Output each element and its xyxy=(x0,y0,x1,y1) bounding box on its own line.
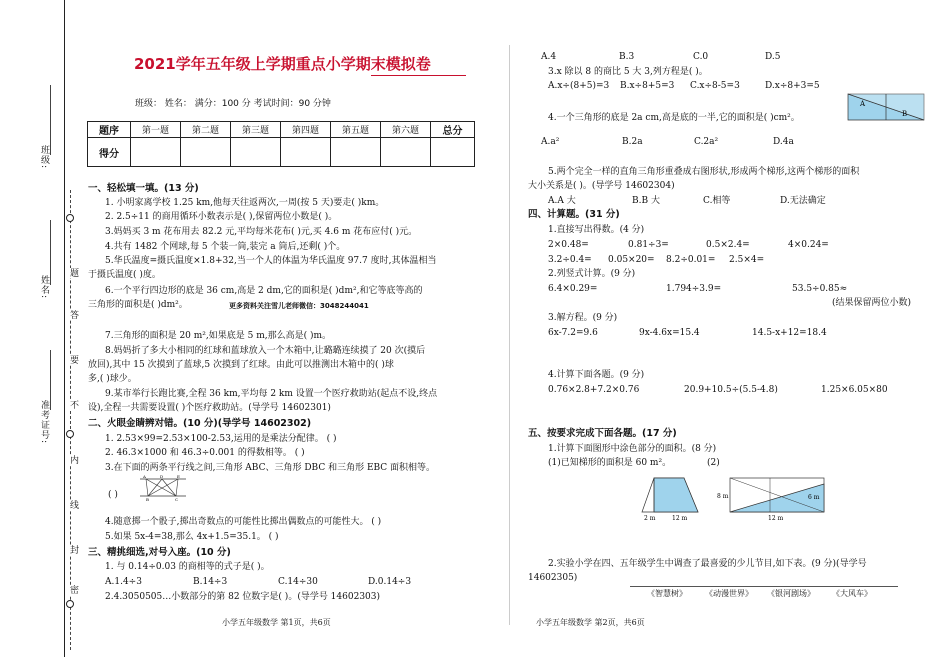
promo-note: 更多资料关注雪儿老师微信：3048244041 xyxy=(229,302,369,310)
option: A.1.4÷3 xyxy=(105,577,142,587)
question: 2.实验小学在四、五年级学生中调查了最喜爱的少儿节目,如下表。(9 分)(导学号 xyxy=(548,559,867,569)
question: 2.列竖式计算。(9 分) xyxy=(548,269,636,279)
question: 14602305) xyxy=(528,573,578,583)
question: 3.x 除以 8 的商比 5 大 3,列方程是( )。 xyxy=(548,67,708,77)
option: C.14÷30 xyxy=(278,577,318,587)
region-label: A xyxy=(860,100,866,108)
dim-label: 12 m xyxy=(768,515,784,522)
calc-item: 2×0.48= xyxy=(548,240,589,250)
score-cell: 第一题 xyxy=(131,122,181,138)
section-title: 一、轻松填一填。(13 分) xyxy=(88,183,199,194)
question: 1. 小明家离学校 1.25 km,他每天往返两次,一周(按 5 天)要走( )km。 xyxy=(105,198,385,208)
calc-item: 9x-4.6x=15.4 xyxy=(639,328,700,338)
score-input-cell[interactable] xyxy=(131,138,181,167)
section-title: 四、计算题。(31 分) xyxy=(528,209,620,220)
ticket-label: 准考证号: xyxy=(39,400,49,445)
seal-circle xyxy=(66,214,74,222)
section-title: 三、精挑细选,对号入座。(10 分) xyxy=(88,547,231,558)
point-label: A xyxy=(143,474,146,479)
score-cell: 第四题 xyxy=(281,122,331,138)
name-label: 姓名: xyxy=(39,275,49,300)
calc-item: 4×0.24= xyxy=(788,240,829,250)
tri-edge xyxy=(146,479,176,496)
seal-char: 答 xyxy=(68,310,78,320)
score-cell: 第三题 xyxy=(231,122,281,138)
calc-item: 0.05×20= xyxy=(608,255,655,265)
question: 多,( )球少。 xyxy=(88,374,137,384)
survey-table-header: 《银河剧场》 xyxy=(767,589,815,598)
calc-item: 53.5÷0.85≈ xyxy=(792,284,848,294)
option: C.x÷8-5=3 xyxy=(690,81,740,91)
title-underline xyxy=(371,75,466,76)
question: 3.在下面的两条平行线之间,三角形 ABC、三角形 DBC 和三角形 EBC 面积相等。 xyxy=(105,463,436,473)
dim-label: 6 m xyxy=(808,494,820,501)
calc-item: 14.5-x+12=18.4 xyxy=(752,328,827,338)
calc-item: 6x-7.2=9.6 xyxy=(548,328,598,338)
question: 4.一个三角形的底是 2a cm,高是底的一半,它的面积是( )cm²。 xyxy=(548,113,800,123)
option: D.4a xyxy=(773,137,794,147)
exam-info: 班级： 姓名： 满分：100 分 考试时间：90 分钟 xyxy=(135,99,331,109)
calc-note: (结果保留两位小数) xyxy=(832,298,912,308)
dim-label: 2 m xyxy=(644,515,656,522)
question: 6.一个平行四边形的底是 36 cm,高是 2 dm,它的面积是( )dm²,和它等底等高的 xyxy=(105,286,423,296)
score-cell: 得分 xyxy=(88,138,131,167)
score-cell: 题序 xyxy=(88,122,131,138)
question: 于摄氏温度( )度。 xyxy=(88,270,161,280)
page-footer: 小学五年级数学 第2页，共6页 xyxy=(536,618,645,627)
class-label: 班级: xyxy=(39,145,49,170)
trapezoid-figure xyxy=(640,474,700,522)
score-cell: 第二题 xyxy=(181,122,231,138)
option: A.a² xyxy=(541,137,560,147)
calc-item: 0.76×2.8+7.2×0.76 xyxy=(548,385,640,395)
rectangle-figure xyxy=(716,474,826,522)
question: 5.华氏温度=摄氏温度×1.8+32,当一个人的体温为华氏温度 97.7 度时,其体温相当 xyxy=(105,256,437,266)
seal-circle xyxy=(66,600,74,608)
seal-char: 线 xyxy=(68,500,78,510)
question: 3.妈妈买 3 m 花布用去 82.2 元,平均每米花布( )元,买 4.6 m 花布应付( )元。 xyxy=(105,227,418,237)
page-divider xyxy=(509,45,510,625)
question: 4.计算下面各题。(9 分) xyxy=(548,370,645,380)
seal-char: 内 xyxy=(68,455,78,465)
section-title: 五、按要求完成下面各题。(17 分) xyxy=(528,428,677,439)
question: 3.解方程。(9 分) xyxy=(548,313,618,323)
calc-item: 0.5×2.4= xyxy=(706,240,750,250)
tri-edge xyxy=(146,479,148,496)
score-input-cell[interactable] xyxy=(381,138,431,167)
question: 1. 2.53×99=2.53×100-2.53,运用的是乘法分配律。 ( ) xyxy=(105,434,337,444)
calc-item: 1.25×6.05×80 xyxy=(821,385,888,395)
option: A.x÷(8+5)=3 xyxy=(548,81,610,91)
seal-char: 密 xyxy=(68,585,78,595)
point-label: D xyxy=(160,474,164,479)
option: D.x÷8+3=5 xyxy=(765,81,820,91)
dim-label: 12 m xyxy=(672,515,688,522)
seal-dashed-line xyxy=(70,190,71,650)
question: 设),全程一共需要设置( )个医疗救助站。(导学号 14602301) xyxy=(88,403,331,413)
seal-char: 封 xyxy=(68,545,78,555)
option: C.2a² xyxy=(694,137,719,147)
score-cell: 总分 xyxy=(431,122,475,138)
question: (1)已知梯形的面积是 60 m²。 xyxy=(548,458,672,468)
section-title: 二、火眼金睛辨对错。(10 分)(导学号 14602302) xyxy=(88,418,312,429)
binding-line xyxy=(64,0,65,657)
binding-strip xyxy=(0,0,82,657)
option: C.0 xyxy=(693,52,709,62)
survey-table-header: 《智慧树》 xyxy=(647,589,687,598)
calc-item: 0.81÷3= xyxy=(628,240,669,250)
calc-item: 1.794÷3.9= xyxy=(666,284,722,294)
option: B.14÷3 xyxy=(193,577,228,587)
question: 2.4.3050505…小数部分的第 82 位数字是( )。(导学号 14602303) xyxy=(105,592,381,602)
score-input-cell[interactable] xyxy=(181,138,231,167)
option: D.无法确定 xyxy=(780,196,826,206)
survey-table-header: 《大风车》 xyxy=(832,589,872,598)
seal-char: 不 xyxy=(68,400,78,410)
question: 5.两个完全一样的直角三角形重叠成右图形状,形成两个梯形,这两个梯形的面积 xyxy=(548,167,860,177)
calc-item: 3.2÷0.4= xyxy=(548,255,592,265)
seal-circle xyxy=(66,430,74,438)
score-input-cell[interactable] xyxy=(431,138,475,167)
option: B.B 大 xyxy=(632,196,660,206)
seal-char: 题 xyxy=(68,268,78,278)
score-input-cell[interactable] xyxy=(231,138,281,167)
option: C.相等 xyxy=(703,196,731,206)
region-label: B xyxy=(902,110,908,118)
calc-item: 20.9+10.5÷(5.5-4.8) xyxy=(684,385,778,395)
option: B.x÷8+5=3 xyxy=(620,81,675,91)
question: 4.共有 1482 个网球,每 5 个装一筒,装完 a 筒后,还剩( )个。 xyxy=(105,242,346,252)
score-table xyxy=(87,121,475,167)
question: 7.三角形的面积是 20 m²,如果底是 5 m,那么高是( )m。 xyxy=(105,331,332,341)
point-label: C xyxy=(175,497,179,502)
tri-edge xyxy=(148,479,178,496)
option: B.3 xyxy=(619,52,635,62)
question: (2) xyxy=(707,458,720,468)
question-paren: ( ) xyxy=(108,490,118,500)
question: 三角形的面积是( )dm²。 xyxy=(88,300,188,310)
score-input-cell[interactable] xyxy=(281,138,331,167)
dim-label: 8 m xyxy=(717,493,729,500)
option: D.0.14÷3 xyxy=(368,577,412,587)
question: 4.随意掷一个骰子,掷出奇数点的可能性比掷出偶数点的可能性大。 ( ) xyxy=(105,517,382,527)
option: B.2a xyxy=(622,137,643,147)
calc-item: 2.5×4= xyxy=(729,255,765,265)
question: 1.直接写出得数。(4 分) xyxy=(548,225,645,235)
question: 大小关系是( )。(导学号 14602304) xyxy=(528,181,675,191)
option: A.A 大 xyxy=(548,196,576,206)
question: 9.某市举行长跑比赛,全程 36 km,平均每 2 km 设置一个医疗救助站(起点不设,终点 xyxy=(105,389,438,399)
question: 5.如果 5x-4=38,那么 4x+1.5=35.1。 ( ) xyxy=(105,532,279,542)
point-label: E xyxy=(177,474,180,479)
parallel-lines-figure xyxy=(138,474,188,502)
question: 1.计算下面图形中涂色部分的面积。(8 分) xyxy=(548,444,717,454)
survey-table-top-border xyxy=(630,586,898,587)
option: A.4 xyxy=(541,52,557,62)
point-label: B xyxy=(146,497,149,502)
score-cell: 第六题 xyxy=(381,122,431,138)
option: D.5 xyxy=(765,52,781,62)
seal-char: 要 xyxy=(68,355,78,365)
page-footer: 小学五年级数学 第1页，共6页 xyxy=(222,618,331,627)
shaded-region xyxy=(654,478,698,512)
page-title: 2021学年五年级上学期重点小学期末模拟卷 xyxy=(134,55,431,73)
question: 8.妈妈折了多大小相同的红球和蓝球放入一个木箱中,让璐璐连续摸了 20 次(摸后 xyxy=(105,346,426,356)
score-input-cell[interactable] xyxy=(331,138,381,167)
question: 2. 2.5÷11 的商用循环小数表示是( ),保留两位小数是( )。 xyxy=(105,212,338,222)
calc-item: 8.2÷0.01= xyxy=(666,255,716,265)
score-cell: 第五题 xyxy=(331,122,381,138)
question: 1. 与 0.14÷0.03 的商相等的式子是( )。 xyxy=(105,562,270,572)
question: 2. 46.3×1000 和 46.3÷0.001 的得数相等。 ( ) xyxy=(105,448,305,458)
tri-edge xyxy=(176,479,178,496)
survey-table-header: 《动漫世界》 xyxy=(705,589,753,598)
calc-item: 6.4×0.29= xyxy=(548,284,598,294)
overlap-triangles-figure xyxy=(846,92,926,122)
question: 放回),其中 15 次摸到了蓝球,5 次摸到了红球。由此可以推测出木箱中的( )球 xyxy=(88,360,394,370)
